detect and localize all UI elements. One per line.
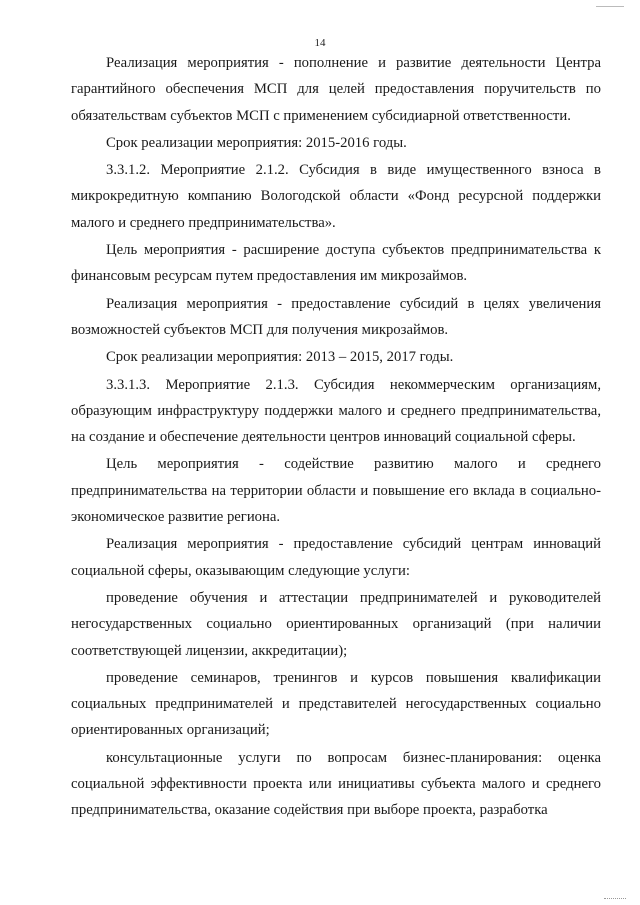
scan-edge-mark bbox=[596, 0, 624, 7]
page-number: 14 bbox=[314, 37, 326, 49]
document-body bbox=[71, 50, 601, 824]
paragraph-period-2015-2016: Срок реализации мероприятия: 2015-2016 годы. bbox=[106, 134, 407, 151]
paragraph-measure-2-1-3: 3.3.1.3. Мероприятие 2.1.3. Субсидия некоммерческим организациям, образующим инфраструктуру поддержки малого и среднего предпринимательства, на создание и обеспечение деятельности центров инноваций социальной сферы. bbox=[71, 376, 601, 446]
paragraph-implementation-microloans: Реализация мероприятия - предоставление субсидий в целях увеличения возможностей субъектов МСП для получения микрозаймов. bbox=[71, 295, 601, 338]
paragraph-goal-development: Цель мероприятия - содействие развитию малого и среднего предпринимательства на территории области и повышение его вклада в социально-экономическое развитие региона. bbox=[71, 456, 601, 526]
paragraph-service-seminars: проведение семинаров, тренингов и курсов повышения квалификации социальных предпринимателей и представителей негосударственных социально ориентированных организаций; bbox=[71, 669, 601, 739]
paragraph-period-2013-2017: Срок реализации мероприятия: 2013 – 2015, 2017 годы. bbox=[106, 349, 454, 366]
paragraph-implementation-social-centers: Реализация мероприятия - предоставление субсидий центрам инноваций социальной сферы, оказывающим следующие услуги: bbox=[71, 536, 601, 579]
paragraph-implementation-guarantee: Реализация мероприятия - пополнение и развитие деятельности Центра гарантийного обеспечения МСП для целей предоставления поручительств по обязательствам субъектов МСП с применением субсидиарной ответственности. bbox=[71, 55, 601, 124]
scan-edge-mark-bottom bbox=[604, 898, 626, 901]
paragraph-service-training: проведение обучения и аттестации предпринимателей и руководителей негосударственных социально ориентированных организаций (при наличии соответствующей лицензии, аккредитации); bbox=[71, 589, 601, 659]
paragraph-service-consulting: консультационные услуги по вопросам бизнес-планирования: оценка социальной эффективности проекта или инициативы субъекта малого и среднего предпринимательства, оказание содействия при выборе проекта, разработка bbox=[71, 749, 601, 819]
paragraph-measure-2-1-2: 3.3.1.2. Мероприятие 2.1.2. Субсидия в виде имущественного взноса в микрокредитную компанию Вологодской области «Фонд ресурсной поддержки малого и среднего предпринимательства». bbox=[71, 162, 601, 231]
paragraph-goal-microloans: Цель мероприятия - расширение доступа субъектов предпринимательства к финансовым ресурсам путем предоставления им микрозаймов. bbox=[71, 242, 601, 285]
